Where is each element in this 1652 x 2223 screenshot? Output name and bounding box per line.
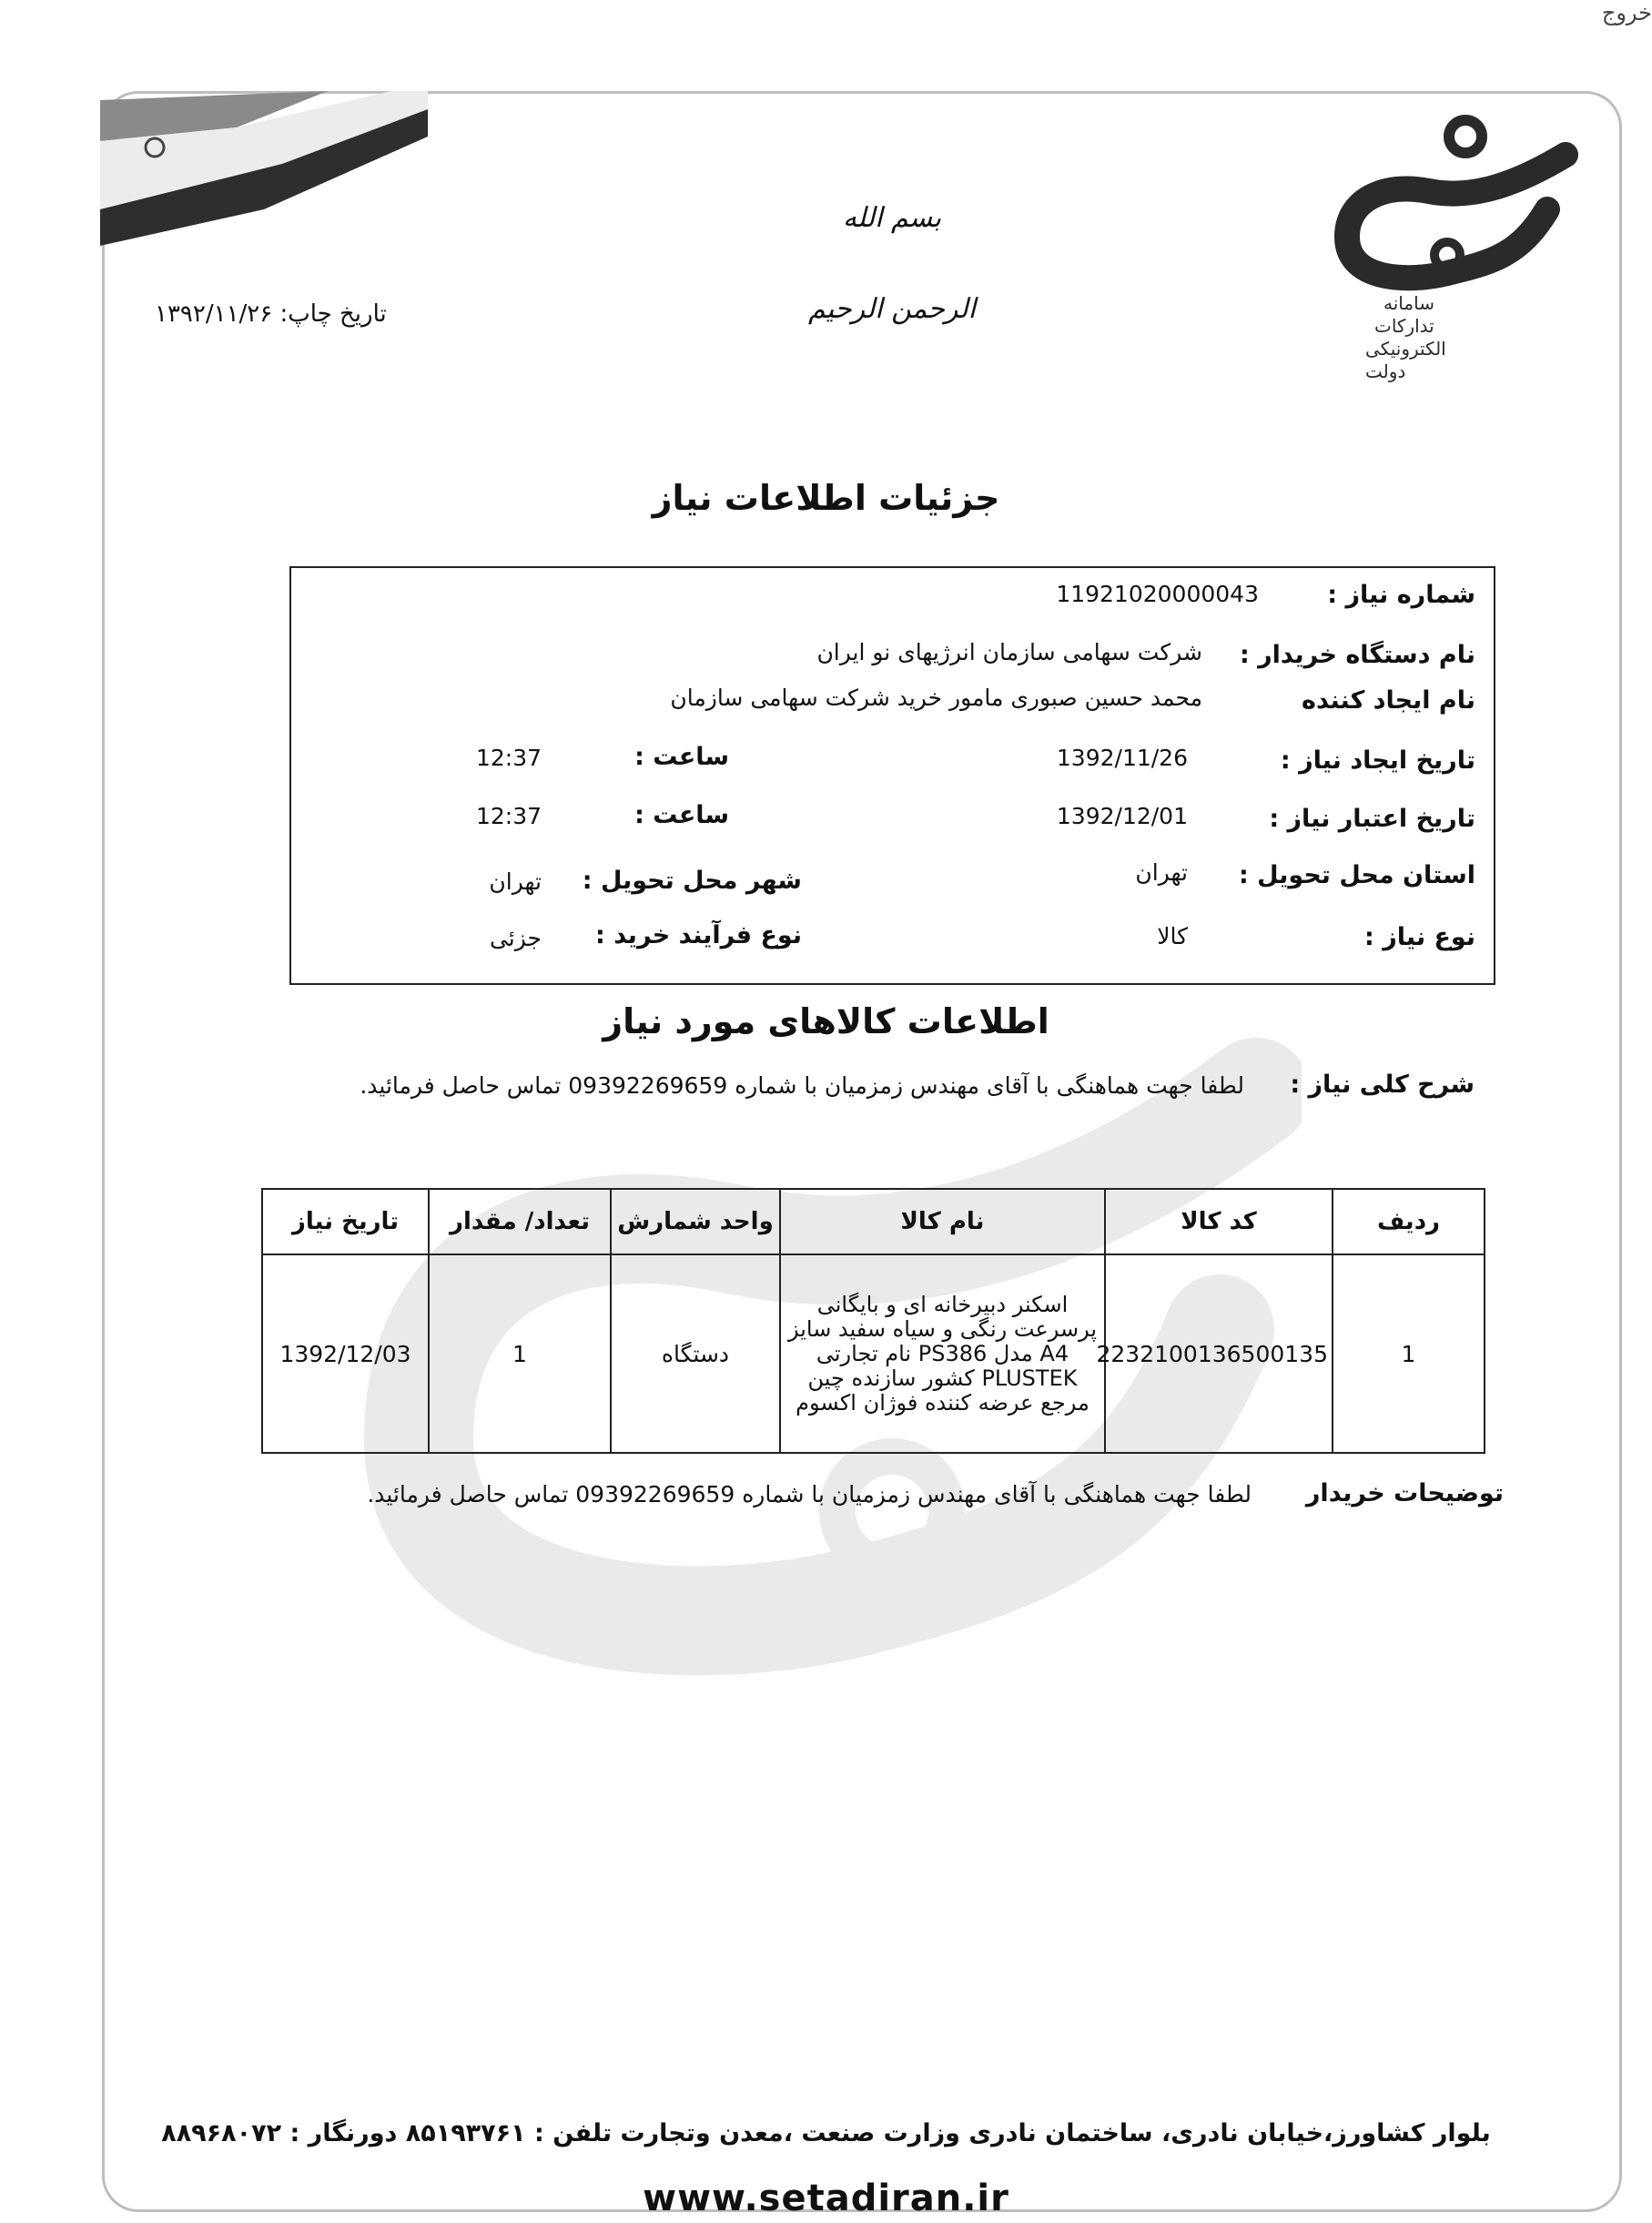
need-info-box [289,566,1495,985]
description-text: لطفا جهت هماهنگی با آقای مهندس زمزمیان با شماره 09392269659 تماس حاصل فرمائید. [360,1072,1244,1099]
valid-time-label: ساعت : [634,801,729,829]
print-date [155,300,387,328]
need-type-value: کالا [1157,923,1188,949]
iran-flag-icon [100,91,428,246]
need-number-value: 11921020000043 [1056,581,1259,607]
footer-website-link[interactable]: www.setadiran.ir [643,2177,1009,2219]
items-section-title: اطلاعات کالاهای مورد نیاز [603,1001,1049,1041]
items-table [261,1188,1485,1454]
buyer-notes-text: لطفا جهت هماهنگی با آقای مهندس زمزمیان با شماره 09392269659 تماس حاصل فرمائید. [367,1481,1252,1507]
col-header-unit: واحد شمارش [611,1189,780,1254]
valid-time-value: 12:37 [475,803,542,829]
col-header-name: نام کالا [780,1189,1105,1254]
print-date-label: تاریخ چاپ: [279,300,387,328]
cell-qty: 1 [429,1254,611,1453]
bismillah-calligraphy: بسم الله الرحمن الرحیم [808,202,976,325]
col-header-code: کد کالا [1105,1189,1333,1254]
valid-date-value: 1392/12/01 [1056,803,1188,829]
created-time-label: ساعت : [634,743,729,771]
description-label: شرح کلی نیاز : [1290,1071,1475,1099]
need-number-label: شماره نیاز : [1327,581,1475,609]
logo-text-3: الکترونیکی [1365,338,1446,360]
logo-text-1: سامانه [1383,292,1434,314]
province-label: استان محل تحویل : [1238,861,1475,889]
table-row [262,1254,1485,1453]
created-time-value: 12:37 [475,745,542,771]
creator-value: محمد حسین صبوری مامور خرید شرکت سهامی سازمان [670,685,1202,711]
col-header-qty: تعداد/ مقدار [429,1189,611,1254]
created-date-label: تاریخ ایجاد نیاز : [1280,746,1475,775]
buyer-notes-label: توضیحات خریدار [1305,1479,1504,1507]
process-type-value: جزئی [489,925,542,951]
exit-link[interactable]: خروج [1601,0,1652,25]
province-value: تهران [1135,859,1188,886]
cell-unit: دستگاه [611,1254,780,1453]
buyer-org-value: شرکت سهامی سازمان انرژیهای نو ایران [816,639,1202,665]
col-header-row-number: ردیف [1333,1189,1485,1254]
valid-date-label: تاریخ اعتبار نیاز : [1269,805,1475,833]
creator-label: نام ایجاد کننده [1302,686,1475,715]
city-label: شهر محل تحویل : [582,867,802,895]
col-header-date: تاریخ نیاز [262,1189,429,1254]
footer-address: بلوار کشاورز،خیابان نادری، ساختمان نادری وزارت صنعت ،معدن وتجارت تلفن : ۸۵۱۹۳۷۶۱ دورنگار : ۸۸۹۶۸۰۷۲ [161,2119,1491,2147]
setad-logo-icon [1311,100,1584,391]
cell-code: 2232100136500135 [1105,1254,1333,1453]
cell-name: اسکنر دبیرخانه ای و بایگانی پرسرعت رنگی و سیاه سفید سایز A4 مدل PS386 نام تجارتی PLUSTEK کشور سازنده چین مرجع عرضه کننده فوژان اکسوم [780,1254,1105,1453]
need-type-label: نوع نیاز : [1364,923,1475,951]
logo-text-4: دولت [1365,360,1406,382]
city-value: تهران [489,868,542,895]
created-date-value: 1392/11/26 [1056,745,1188,771]
process-type-label: نوع فرآیند خرید : [595,921,802,949]
cell-row-number: 1 [1333,1254,1485,1453]
buyer-org-label: نام دستگاه خریدار : [1239,641,1475,669]
cell-date: 1392/12/03 [262,1254,429,1453]
logo-text-2: تدارکات [1374,315,1434,337]
table-header-row [262,1189,1485,1254]
print-date-value: ۱۳۹۲/۱۱/۲۶ [155,300,273,328]
page-title: جزئیات اطلاعات نیاز [652,478,1000,518]
